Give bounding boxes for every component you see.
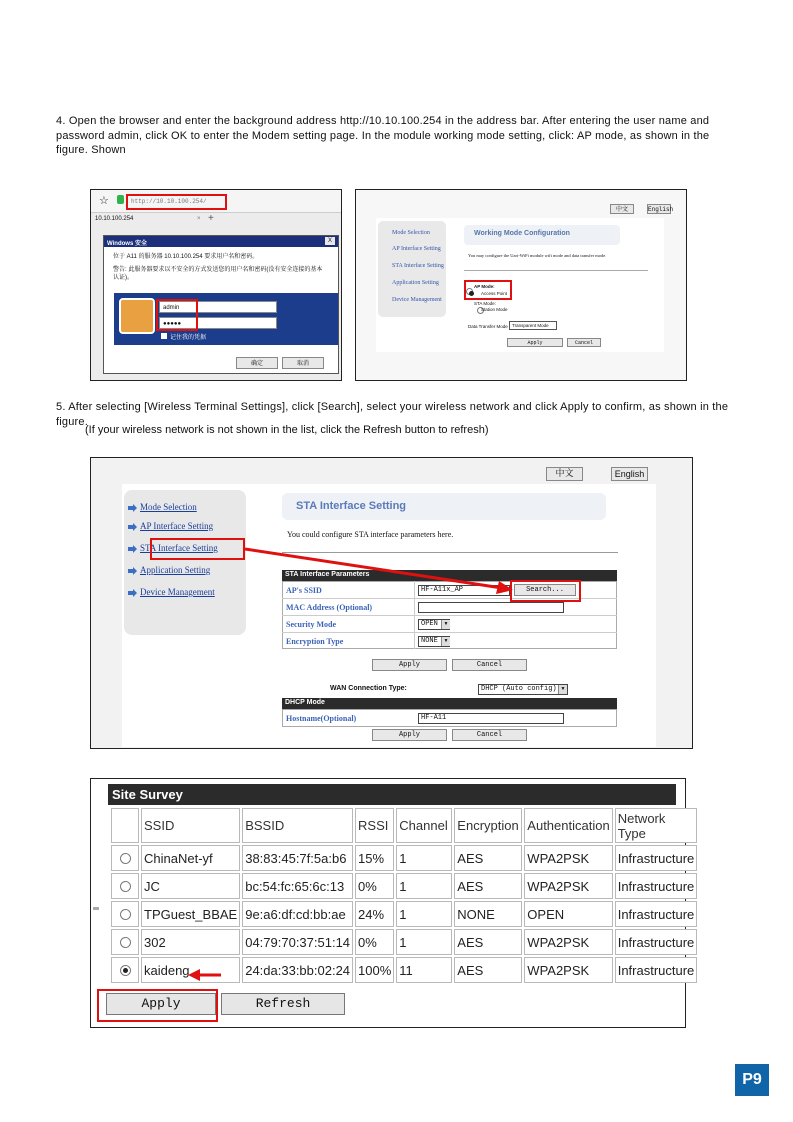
browser-tab[interactable]: 10.10.100.254 (95, 216, 134, 222)
security-label: Security Mode (286, 620, 336, 629)
column-header: Encryption (454, 808, 522, 843)
bssid-cell: 04:79:70:37:51:14 (242, 929, 353, 955)
network-type-cell: Infrastructure (615, 845, 698, 871)
search-highlight (510, 580, 581, 602)
sta-mode-label: STA Mode: (474, 301, 496, 306)
transfer-mode-select[interactable]: Transparent Mode (509, 321, 557, 330)
auth-cell: WPA2PSK (524, 929, 612, 955)
network-radio[interactable] (111, 929, 139, 955)
mode-apply-button[interactable]: Apply (507, 338, 563, 347)
network-type-cell: Infrastructure (615, 901, 698, 927)
column-header: BSSID (242, 808, 353, 843)
mode-nav-item[interactable]: Device Management (392, 297, 442, 303)
apply-button[interactable]: Apply (106, 993, 216, 1015)
sta-apply-button[interactable]: Apply (372, 659, 447, 671)
ssid-label: AP's SSID (286, 586, 322, 595)
dialog-message: 位于 A11 的服务器 10.10.100.254 要求用户名和密码。 (113, 254, 259, 260)
radio-selected-icon[interactable] (120, 965, 131, 976)
encryption-cell: AES (454, 845, 522, 871)
auth-cell: WPA2PSK (524, 957, 612, 983)
auth-cell: WPA2PSK (524, 873, 612, 899)
ap-mode-sub: Access Point (481, 291, 508, 296)
arrow-icon (128, 504, 137, 512)
sta-apply-button-2[interactable]: Apply (372, 729, 447, 741)
bssid-cell: 24:da:33:bb:02:24 (242, 957, 353, 983)
address-bar[interactable]: http://10.10.100.254/ (131, 198, 207, 205)
params-header: STA Interface Parameters (285, 571, 370, 578)
site-survey-table (109, 806, 699, 985)
bssid-cell: 9e:a6:df:cd:bb:ae (242, 901, 353, 927)
column-header: SSID (141, 808, 240, 843)
encryption-cell: AES (454, 957, 522, 983)
password-input[interactable]: ●●●●● (159, 317, 277, 329)
encryption-select[interactable]: NONE (418, 636, 450, 647)
ap-mode-highlight (464, 280, 512, 300)
row-divider (282, 615, 617, 616)
annotation-arrow-icon (188, 967, 222, 983)
security-select[interactable]: OPEN (418, 619, 450, 630)
ssid-cell: TPGuest_BBAE (141, 901, 240, 927)
page-number-badge: P9 (735, 1064, 769, 1096)
mac-input[interactable] (418, 602, 564, 613)
mode-nav-item[interactable]: STA Interface Setting (392, 263, 444, 269)
credentials-highlight (156, 299, 198, 331)
bssid-cell: 38:83:45:7f:5a:b6 (242, 845, 353, 871)
ok-button[interactable]: 确定 (236, 357, 278, 369)
site-survey-title: Site Survey (112, 787, 183, 802)
annotation-arrow-icon (240, 540, 520, 595)
sta-lang-en-button[interactable]: English (611, 467, 648, 481)
lang-en-button[interactable]: English (648, 206, 674, 213)
mode-screenshot (355, 189, 687, 381)
mode-nav-item[interactable]: AP Interface Setting (392, 246, 441, 252)
encryption-label: Encryption Type (286, 637, 344, 646)
radio-icon[interactable] (120, 909, 131, 920)
table-row[interactable] (111, 929, 697, 955)
sta-mode-sub: Station Mode (481, 307, 508, 312)
auth-cell: WPA2PSK (524, 845, 612, 871)
sta-nav-device[interactable]: Device Management (140, 587, 215, 597)
arrow-icon (128, 567, 137, 575)
sta-nav-application[interactable]: Application Setting (140, 565, 211, 575)
sta-cancel-button[interactable]: Cancel (452, 659, 527, 671)
dhcp-header: DHCP Mode (285, 699, 325, 706)
network-radio[interactable] (111, 901, 139, 927)
step4-paragraph: 4. Open the browser and enter the background address http://10.10.100.254 in the address bar. After entering the user name and password admin, click OK to enter the Modem setting page. In the module working mode setting, click: AP mode, as shown in the figure. Shown (56, 115, 710, 156)
scroll-marker (93, 907, 99, 910)
network-type-cell: Infrastructure (615, 929, 698, 955)
arrow-icon (128, 545, 137, 553)
sta-cancel-button-2[interactable]: Cancel (452, 729, 527, 741)
channel-cell: 1 (396, 845, 452, 871)
network-type-cell: Infrastructure (615, 957, 698, 983)
sta-nav-highlight (150, 538, 245, 560)
remember-checkbox[interactable] (161, 333, 167, 339)
chevron-down-icon: ▼ (441, 637, 450, 646)
shield-icon (117, 195, 124, 204)
dhcp-header-bar (282, 698, 617, 709)
channel-cell: 1 (396, 929, 452, 955)
star-icon[interactable]: ☆ (99, 195, 109, 207)
ssid-input[interactable]: HF-A11x_AP (418, 585, 510, 596)
row-divider (282, 632, 617, 633)
rssi-cell: 15% (355, 845, 394, 871)
table-header-row (111, 808, 697, 843)
login-screenshot (90, 189, 342, 381)
sta-nav-ap[interactable]: AP Interface Setting (140, 521, 214, 531)
table-row[interactable] (111, 845, 697, 871)
auth-cell: OPEN (524, 901, 612, 927)
lang-cn-button[interactable]: 中文 (610, 204, 634, 214)
dialog-cancel-button[interactable]: 取消 (282, 357, 324, 369)
table-row[interactable] (111, 873, 697, 899)
channel-cell: 1 (396, 873, 452, 899)
mode-nav-item[interactable]: Application Setting (392, 280, 439, 286)
mode-description: You may configure the Uart-WiFi module wifi mode and data transfer mode. (468, 253, 607, 258)
dialog-close-button[interactable]: X (325, 237, 335, 245)
table-row[interactable] (111, 901, 697, 927)
column-header: RSSI (355, 808, 394, 843)
chevron-down-icon: ▼ (441, 620, 450, 629)
arrow-icon (128, 589, 137, 597)
channel-cell: 1 (396, 901, 452, 927)
rssi-cell: 24% (355, 901, 394, 927)
encryption-cell: AES (454, 873, 522, 899)
username-input[interactable]: admin (159, 301, 277, 313)
mode-nav-item[interactable]: Mode Selection (392, 230, 430, 236)
dialog-warning: 警告: 此服务器要求以不安全的方式发送您的用户名和密码(没有安全连接的基本认证)。 (113, 267, 323, 281)
step5-paragraph: 5. After selecting [Wireless Terminal Settings], click [Search], select your wireless network and click Apply to confirm, as shown in the figure. (56, 401, 729, 428)
bssid-cell: bc:54:fc:65:6c:13 (242, 873, 353, 899)
sta-nav-mode[interactable]: Mode Selection (140, 502, 197, 512)
rssi-cell: 0% (355, 929, 394, 955)
encryption-cell: AES (454, 929, 522, 955)
apply-highlight (97, 989, 218, 1022)
login-dialog (103, 235, 339, 374)
column-header: Authentication (524, 808, 612, 843)
sta-title: STA Interface Setting (296, 500, 407, 512)
address-highlight (126, 194, 227, 210)
column-header (111, 808, 139, 843)
sta-description: You could configure STA interface parameters here. (287, 530, 454, 539)
step5-note: (If your wireless network is not shown in the list, click the Refresh button to refresh) (85, 424, 489, 436)
hostname-label: Hostname(Optional) (286, 714, 357, 723)
radio-icon[interactable] (120, 853, 131, 864)
channel-cell: 11 (396, 957, 452, 983)
divider (464, 270, 648, 271)
rssi-cell: 0% (355, 873, 394, 899)
refresh-button[interactable]: Refresh (221, 993, 345, 1015)
network-radio[interactable] (111, 873, 139, 899)
mode-cancel-button[interactable]: Cancel (567, 338, 601, 347)
mac-label: MAC Address (Optional) (286, 603, 373, 612)
tab-close-icon[interactable]: × (197, 216, 201, 222)
ap-mode-label: AP Mode: (474, 284, 495, 289)
ssid-cell: 302 (141, 929, 240, 955)
radio-icon[interactable] (120, 881, 131, 892)
encryption-cell: NONE (454, 901, 522, 927)
site-survey-header (108, 784, 676, 805)
network-type-cell: Infrastructure (615, 873, 698, 899)
user-avatar (119, 298, 155, 334)
wan-label: WAN Connection Type: (330, 685, 407, 692)
network-radio[interactable] (111, 845, 139, 871)
search-button[interactable]: Search... (514, 584, 576, 596)
arrow-icon (128, 523, 137, 531)
network-radio[interactable] (111, 957, 139, 983)
ssid-cell: ChinaNet-yf (141, 845, 240, 871)
column-header: Channel (396, 808, 452, 843)
remember-label: 记住我的凭据 (170, 335, 207, 341)
ssid-cell: JC (141, 873, 240, 899)
new-tab-icon[interactable]: + (208, 213, 214, 224)
chevron-down-icon: ▼ (558, 685, 567, 694)
transfer-mode-label: Data Transfer Mode (468, 324, 508, 329)
wan-select[interactable]: DHCP (Auto config) (478, 684, 568, 695)
hostname-input[interactable]: HF-A11 (418, 713, 564, 724)
ssid-text: kaideng (144, 962, 190, 978)
dialog-title: Windows 安全 (107, 241, 147, 247)
sta-lang-cn-button[interactable]: 中文 (546, 467, 583, 481)
mode-title: Working Mode Configuration (474, 230, 570, 237)
radio-icon[interactable] (120, 937, 131, 948)
column-header: Network Type (615, 808, 698, 843)
rssi-cell: 100% (355, 957, 394, 983)
sta-nav-sta[interactable]: STA Interface Setting (140, 543, 218, 553)
